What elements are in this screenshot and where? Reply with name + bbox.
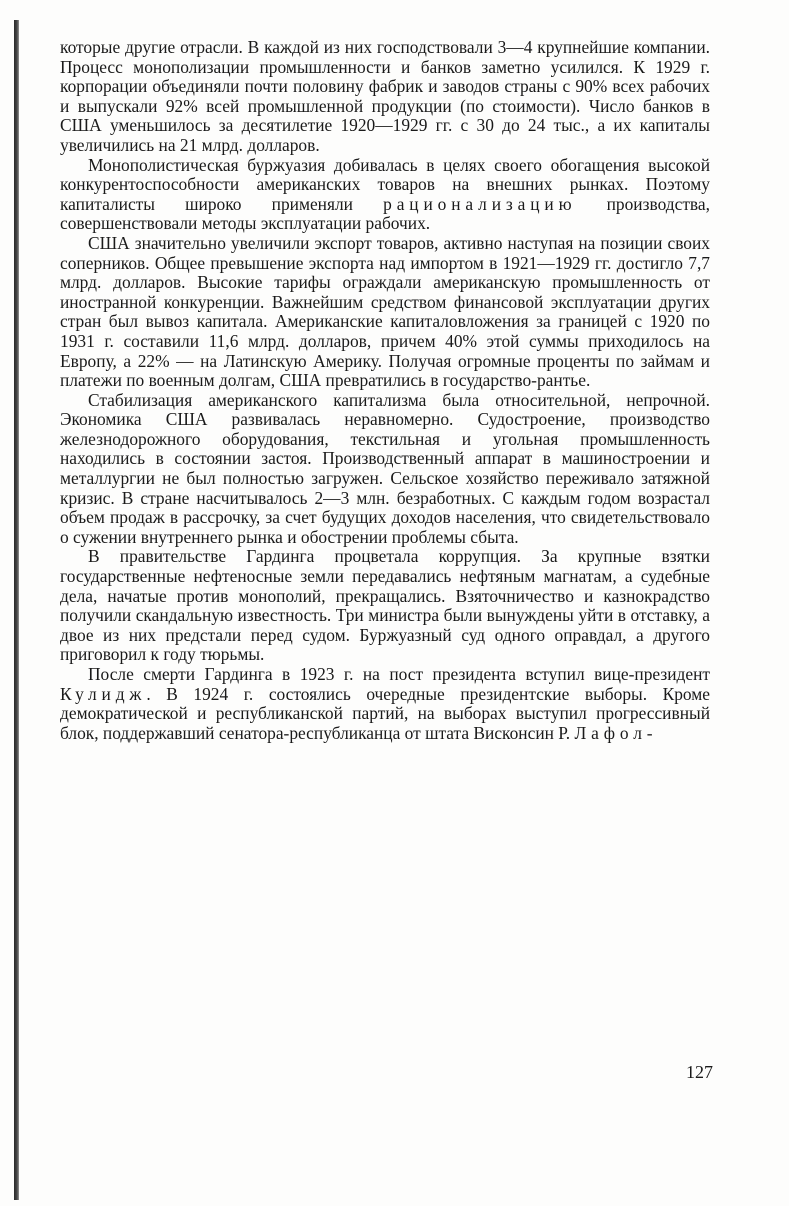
paragraph-6-text-a: После смерти Гардинга в 1923 г. на пост президента вступил вице-президент (88, 664, 710, 684)
paragraph-4 (60, 391, 710, 548)
paragraph-2-text-b: производства, совершенствовали методы эксплуатации рабочих. (60, 193, 710, 234)
paragraph-3-text: США значительно увеличили экспорт товаров, активно наступая на позиции своих соперников. Общее превышение экспорта над импортом в 1921—1929 гг. достигло 7,7 млрд. долларов. Высокие тарифы ограждали американскую промышленность от иностранной конкуренции. Важнейшим средством финансовой эксплуатации других стран был вывоз капитала. Американские капиталовложения за границей с 1920 по 1931 г. составили 11,6 млрд. долларов, причем 40% этой суммы приходилось на Европу, а 22% — на Латинскую Америку. Получая огромные проценты по займам и платежи по военным долгам, США превратились в государство-рантье. (60, 232, 710, 391)
paragraph-3 (60, 234, 710, 391)
paragraph-5-text: В правительстве Гардинга процветала коррупция. За крупные взятки государственные нефтеносные земли передавались нефтяным магнатам, а судебные дела, начатые против монополий, прекращались. Взяточничество и казнокрадство получили скандальную известность. Три министра были вынуждены уйти в отставку, а двое из них предстали перед судом. Буржуазный суд одного оправдал, а другого приговорил к году тюрьмы. (60, 546, 710, 665)
body-text (60, 38, 710, 743)
page-binding-edge (14, 20, 19, 1200)
paragraph-6 (60, 665, 710, 743)
paragraph-1-text: которые другие отрасли. В каждой из них господствовали 3—4 крупнейшие компании. Процесс монополизации промышленности и банков заметно усилился. К 1929 г. корпорации объединяли почти половину фабрик и заводов страны с 90% всех рабочих и выпускали 92% всей промышленной продукции (по стоимости). Число банков в США уменьшилось за десятилетие 1920—1929 гг. с 30 до 24 тыс., а их капиталы увеличились на 21 млрд. долларов. (60, 37, 710, 155)
paragraph-1 (60, 38, 710, 156)
page-number: 127 (686, 1062, 713, 1082)
paragraph-4-text: Стабилизация американского капитализма была относительной, непрочной. Экономика США развивалась неравномерно. Судостроение, производство железнодорожного оборудования, текстильная и угольная промышленность находились в состоянии застоя. Производственный аппарат в машиностроении и металлургии не был полностью загружен. Сельское хозяйство переживало затяжной кризис. В стране насчитывалось 2—3 млн. безработных. С каждым годом возрастал объем продаж в рассрочку, за счет будущих доходов населения, что свидетельствовало о сужении внутреннего рынка и обострении проблемы сбыта. (60, 389, 710, 547)
paragraph-6-emphasis-surname: Лафол- (574, 722, 658, 743)
paragraph-2-text-a: Монополистическая буржуазия добивалась в целях своего обогащения высокой конкурентоспособности американских товаров на внешних рынках. Поэтому капиталисты широко применяли (60, 154, 710, 214)
paragraph-2-emphasis: рационализацию (383, 193, 577, 214)
paragraph-6-text-b: . В 1924 г. состоялись очередные президентские выборы. Кроме демократической и республиканской партий, на выборах выступил прогрессивный блок, поддержавший сенатора-республиканца от штата Висконсин Р. (60, 683, 710, 743)
paragraph-6-emphasis-name: Кулидж (60, 683, 147, 704)
paragraph-2 (60, 156, 710, 234)
paragraph-5 (60, 547, 710, 665)
